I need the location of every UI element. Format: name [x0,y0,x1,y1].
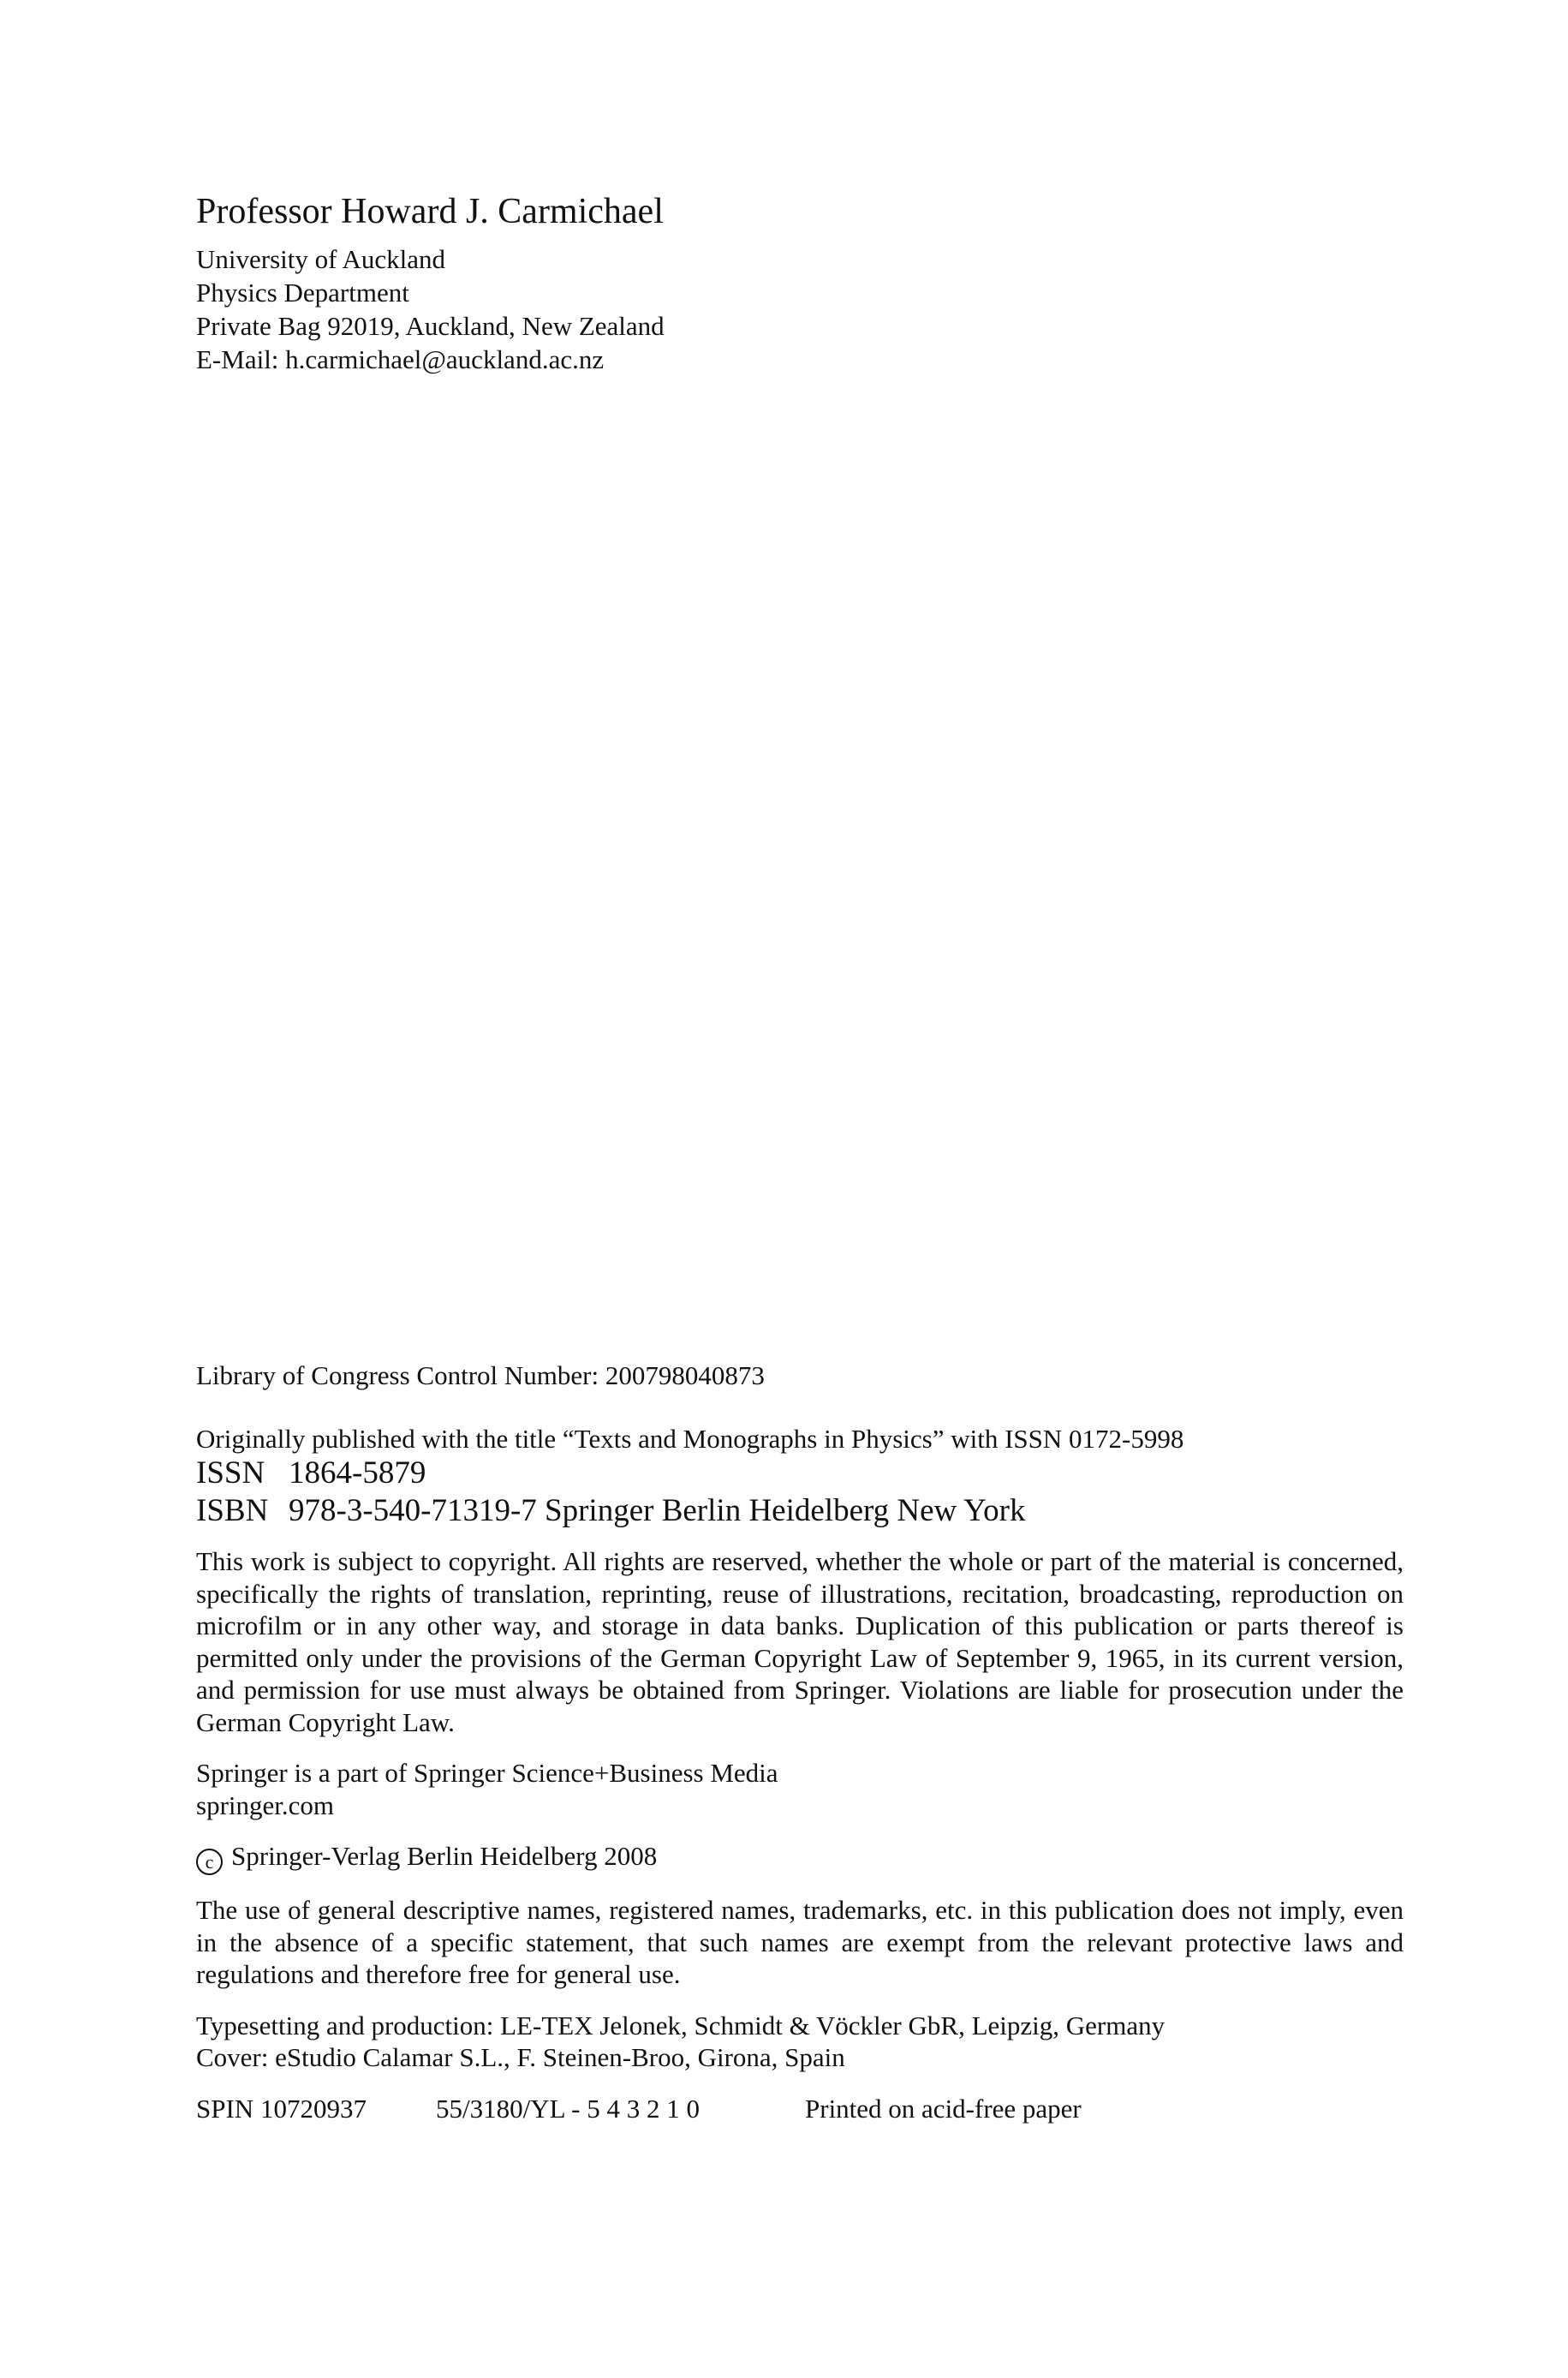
address-line-university: University of Auckland [196,244,446,274]
trademark-notice: The use of general descriptive names, registered names, trademarks, etc. in this publication does not imply, even in the absence of a specific statement, that such names are exempt from the relevant protective laws and regulations and therefore free for general use. [196,1895,1404,1989]
copyright-holder-line [196,1840,1404,1875]
imprint-block [196,1359,1404,2124]
cover-credit: Cover: eStudio Calamar S.L., F. Steinen-Broo, Girona, Spain [196,2042,845,2072]
copyright-notice: This work is subject to copyright. All rights are reserved, whether the whole or part of the material is concerned, specifically the rights of translation, reprinting, reuse of illustrations, recitation, broadcasting, reproduction on microfilm or in any other way, and storage in data banks. Duplication of this publication or parts thereof is permitted only under the provisions of the German Copyright Law of September 9, 1965, in its current version, and permission for use must always be obtained from Springer. Violations are liable for prosecution under the German Copyright Law. [196,1546,1404,1737]
print-code: 55/3180/YL - 5 4 3 2 1 0 [436,2093,700,2124]
author-name: Professor Howard J. Carmichael [196,192,664,231]
copyright-holder: Springer-Verlag Berlin Heidelberg 2008 [231,1841,658,1871]
address-line-postal: Private Bag 92019, Auckland, New Zealand [196,311,665,341]
issn-label: ISSN [196,1455,265,1491]
spin-number: SPIN 10720937 [196,2093,367,2124]
isbn-value: 978-3-540-71319-7 Springer Berlin Heidelberg New York [289,1493,1026,1528]
address-line-department: Physics Department [196,278,409,308]
author-block [196,189,1395,376]
issn-value: 1864-5879 [289,1455,426,1491]
issn-line [196,1455,1404,1492]
typesetting-credit: Typesetting and production: LE-TEX Jelonek, Schmidt & Vöckler GbR, Leipzig, Germany [196,2010,1166,2040]
lccn-line: Library of Congress Control Number: 200798040873 [196,1360,765,1390]
springer-website: springer.com [196,1789,334,1820]
copyright-icon: c [196,1849,223,1875]
original-title-note: Originally published with the title “Texts and Monographs in Physics” with ISSN 0172-5998 [196,1423,1184,1454]
isbn-line [196,1492,1404,1530]
isbn-label: ISBN [196,1493,269,1528]
paper-note: Printed on acid-free paper [805,2093,1082,2124]
address-line-email: E-Mail: h.carmichael@auckland.ac.nz [196,344,605,374]
springer-parent-line: Springer is a part of Springer Science+Business Media [196,1758,778,1788]
spin-row [196,2093,1404,2125]
